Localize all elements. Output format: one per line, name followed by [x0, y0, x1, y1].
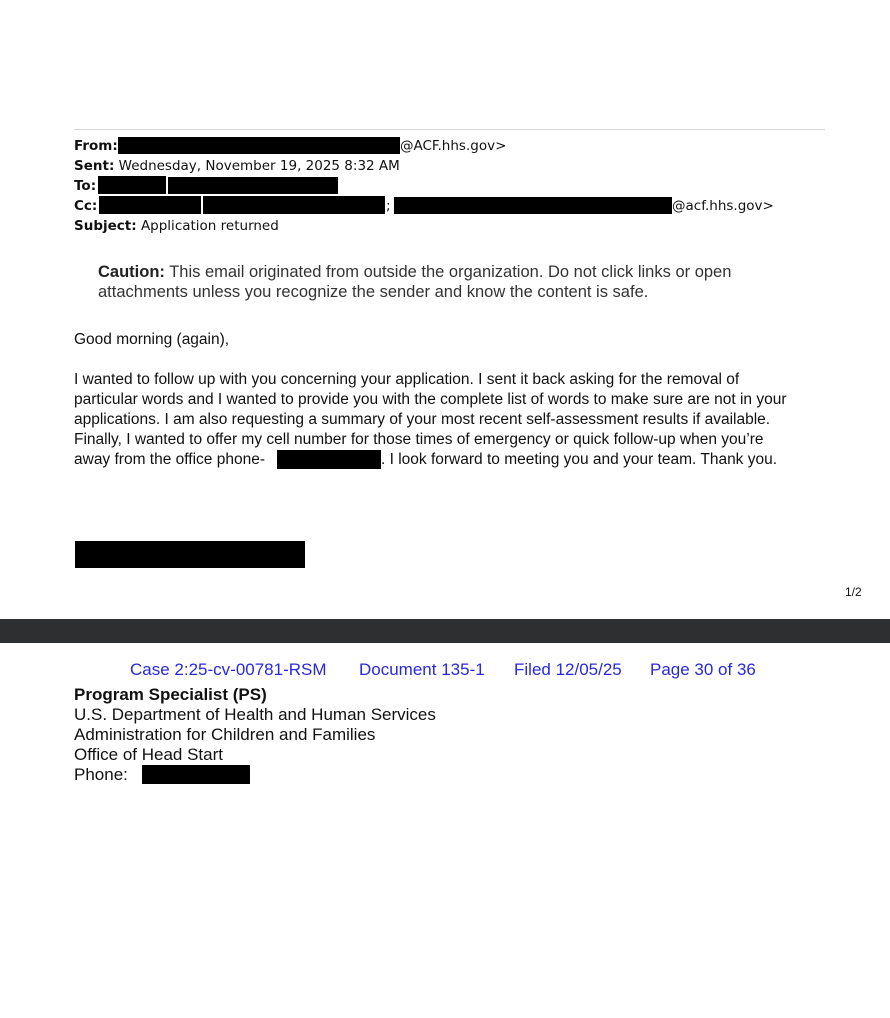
page-number: 1/2: [845, 585, 862, 599]
subject-label: Subject:: [74, 218, 137, 234]
signature-title: Program Specialist (PS): [74, 685, 267, 704]
redaction-to-2: [168, 177, 338, 194]
from-label: From:: [74, 138, 118, 154]
body-line-5-tail: . I look forward to meeting you and your team. Thank you.: [381, 451, 778, 468]
cc-separator: ;: [386, 198, 391, 214]
redaction-signature-phone: [142, 765, 250, 784]
cc-suffix: @acf.hhs.gov>: [672, 198, 774, 214]
caution-label: Caution:: [98, 263, 165, 281]
signature-admin: Administration for Children and Families: [74, 725, 376, 744]
body-line-1: I wanted to follow up with you concerning your application. I sent it back asking for the removal of: [74, 371, 740, 388]
body-line-4: Finally, I wanted to offer my cell number for those times of emergency or quick follow-up when you’re: [74, 431, 764, 448]
body-line-5: away from the office phone-: [74, 451, 265, 468]
to-label: To:: [74, 178, 97, 194]
document-number: Document 135-1: [359, 660, 485, 679]
redaction-cc-1: [99, 196, 201, 214]
from-suffix: @ACF.hhs.gov>: [400, 138, 507, 154]
redaction-cc-3: [394, 197, 672, 214]
case-number: Case 2:25-cv-00781-RSM: [130, 660, 327, 679]
sent-value: Wednesday, November 19, 2025 8:32 AM: [118, 158, 400, 174]
redaction-to-1: [98, 176, 166, 194]
caution-text-1: This email originated from outside the organization. Do not click links or open: [169, 263, 732, 281]
sent-line: [74, 156, 400, 176]
header-rule: [74, 129, 825, 130]
page-of: Page 30 of 36: [650, 660, 756, 679]
cc-label: Cc:: [74, 198, 98, 214]
redaction-signature-name: [75, 541, 305, 568]
cc-line: [74, 196, 97, 216]
to-line: [74, 176, 96, 196]
filed-date: Filed 12/05/25: [514, 660, 622, 679]
signature-office: Office of Head Start: [74, 745, 223, 764]
subject-line: [74, 216, 279, 236]
body-line-3: applications. I am also requesting a summary of your most recent self-assessment results if available.: [74, 411, 771, 428]
caution-line-1: [98, 262, 798, 282]
body-line-2: particular words and I wanted to provide you with the complete list of words to make sure are not in your: [74, 391, 787, 408]
redaction-cc-2: [203, 196, 385, 214]
signature-phone-label: Phone:: [74, 765, 128, 784]
signature-dept: U.S. Department of Health and Human Services: [74, 705, 436, 724]
page-divider-bar: [0, 619, 890, 643]
greeting: Good morning (again),: [74, 331, 230, 348]
caution-notice: [98, 262, 798, 302]
sent-label: Sent:: [74, 158, 115, 174]
subject-value: Application returned: [140, 218, 279, 234]
caution-text-2: attachments unless you recognize the sender and know the content is safe.: [98, 283, 649, 301]
from-line: [74, 136, 118, 156]
redaction-from: [118, 137, 400, 154]
redaction-phone-body: [277, 450, 381, 469]
